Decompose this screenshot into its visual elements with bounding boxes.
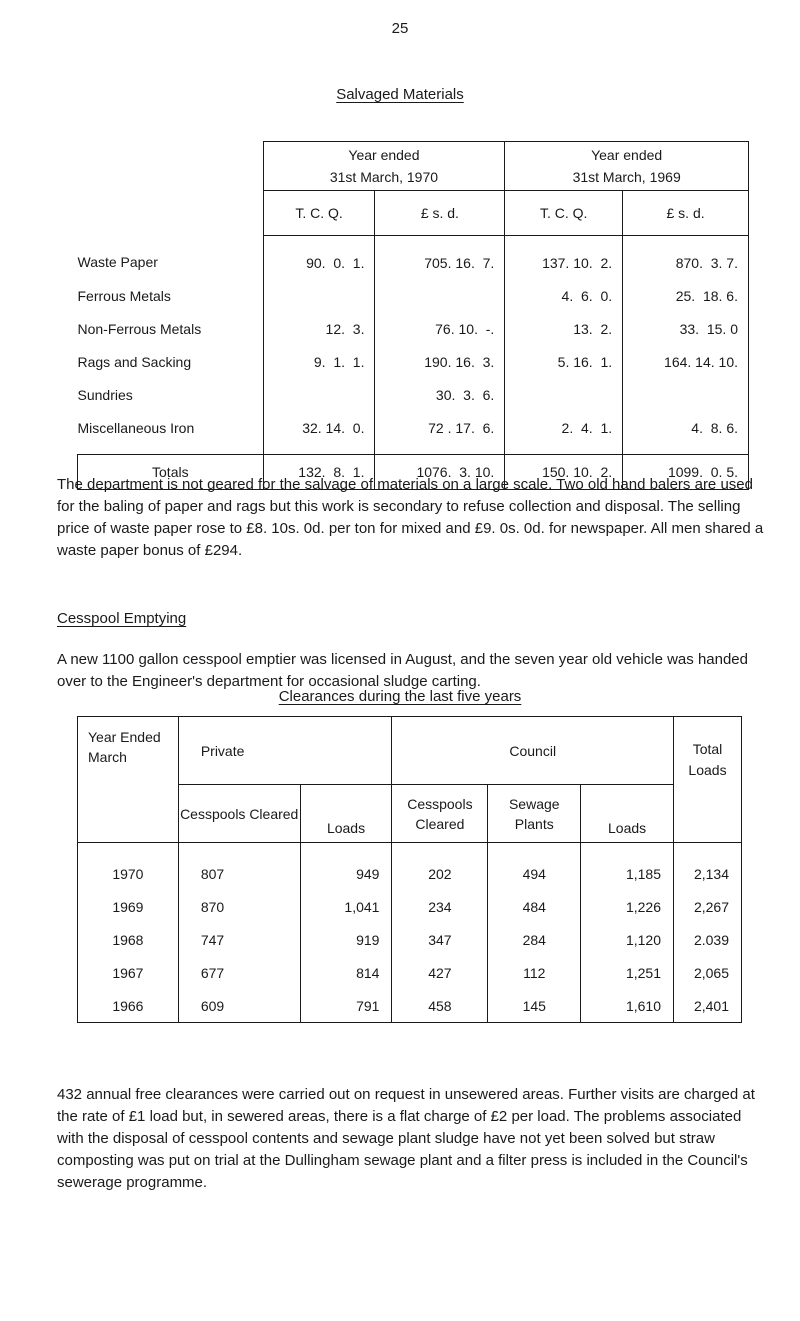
private-cesspools-cell: 870 xyxy=(178,890,300,923)
private-loads-cell: 949 xyxy=(300,843,392,891)
private-cesspools-cell: 609 xyxy=(178,989,300,1023)
sewage-plants-cell: 145 xyxy=(488,989,581,1023)
council-cesspools-header: Cesspools Cleared xyxy=(392,785,488,843)
sewage-plants-cell: 484 xyxy=(488,890,581,923)
salvage-row xyxy=(78,378,749,411)
weight-1970: 90. 0. 1. xyxy=(263,236,375,280)
salvage-row xyxy=(78,312,749,345)
material-label: Non-Ferrous Metals xyxy=(78,312,264,345)
clearance-row xyxy=(78,923,742,956)
private-cesspools-cell: 747 xyxy=(178,923,300,956)
salvage-row xyxy=(78,345,749,378)
clearances-title: Clearances during the last five years xyxy=(278,688,522,705)
private-cesspools-cell: 807 xyxy=(178,843,300,891)
council-loads-cell: 1,120 xyxy=(581,923,674,956)
totals-weight-1970: 132. 8. 1. xyxy=(263,455,375,490)
money-1970: 30. 3. 6. xyxy=(375,378,505,411)
unit-money-1969: £ s. d. xyxy=(623,191,749,236)
council-loads-cell: 1,251 xyxy=(581,956,674,989)
material-label: Waste Paper xyxy=(78,236,264,280)
weight-1969: 137. 10. 2. xyxy=(505,236,623,280)
money-1970 xyxy=(375,279,505,312)
cesspool-paragraph: A new 1100 gallon cesspool emptier was licensed in August, and the seven year old vehicle was handed over to the Engineer's department for occasional sludge carting. xyxy=(57,651,748,690)
private-loads-cell: 814 xyxy=(300,956,392,989)
weight-1969: 5. 16. 1. xyxy=(505,345,623,378)
totals-money-1969: 1099. 0. 5. xyxy=(623,455,749,490)
clearance-row xyxy=(78,843,742,891)
money-1969: 870. 3. 7. xyxy=(623,236,749,280)
money-1969 xyxy=(623,378,749,411)
private-loads-header: Loads xyxy=(300,785,392,843)
council-cesspools-cell: 458 xyxy=(392,989,488,1023)
period-1970-header xyxy=(263,142,505,191)
total-loads-cell: 2,065 xyxy=(674,956,742,989)
private-cesspools-cell: 677 xyxy=(178,956,300,989)
council-header: Council xyxy=(392,717,674,785)
salvage-row xyxy=(78,411,749,455)
material-label: Miscellaneous Iron xyxy=(78,411,264,455)
council-cesspools-cell: 427 xyxy=(392,956,488,989)
weight-1969 xyxy=(505,378,623,411)
period-1969-line2: 31st March, 1969 xyxy=(572,169,681,185)
period-1970-line1: Year ended xyxy=(348,147,420,163)
totals-label: Totals xyxy=(78,455,264,490)
total-loads-header: Total Loads xyxy=(674,717,742,843)
money-1969: 33. 15. 0 xyxy=(623,312,749,345)
private-header: Private xyxy=(178,717,392,785)
sewage-plants-cell: 112 xyxy=(488,956,581,989)
salvage-table xyxy=(77,141,749,490)
total-loads-cell: 2,401 xyxy=(674,989,742,1023)
period-1970-line2: 31st March, 1970 xyxy=(329,169,439,185)
period-1969-line1: Year ended xyxy=(591,147,663,163)
year-ended-header: Year Ended March xyxy=(78,717,179,843)
money-1970: 190. 16. 3. xyxy=(375,345,505,378)
council-loads-header: Loads xyxy=(581,785,674,843)
year-cell: 1968 xyxy=(78,923,179,956)
cesspool-heading: Cesspool Emptying xyxy=(57,610,187,627)
sewage-plants-header: Sewage Plants xyxy=(488,785,581,843)
weight-1970 xyxy=(263,378,375,411)
weight-1969: 13. 2. xyxy=(505,312,623,345)
salvage-title: Salvaged Materials xyxy=(336,86,464,103)
sewage-plants-cell: 284 xyxy=(488,923,581,956)
council-cesspools-cell: 234 xyxy=(392,890,488,923)
money-1970: 72 . 17. 6. xyxy=(375,411,505,455)
council-cesspools-cell: 202 xyxy=(392,843,488,891)
clearances-paragraph: 432 annual free clearances were carried out on request in unsewered areas. Further visits are charged at the rate of £1 load but, in sewered areas, there is a flat charge of £2 per load. The problems associated with the disposal of cesspool contents and sewage plant sludge have not yet been solved but straw composting was put on trial at the Dullingham sewage plant and a filter press is included in the Council's sewerage programme. xyxy=(57,1086,755,1191)
weight-1970: 9. 1. 1. xyxy=(263,345,375,378)
council-loads-cell: 1,610 xyxy=(581,989,674,1023)
material-label: Rags and Sacking xyxy=(78,345,264,378)
private-loads-cell: 919 xyxy=(300,923,392,956)
private-loads-cell: 791 xyxy=(300,989,392,1023)
weight-1969: 2. 4. 1. xyxy=(505,411,623,455)
salvage-row xyxy=(78,236,749,280)
clearances-table xyxy=(77,716,742,1023)
council-cesspools-cell: 347 xyxy=(392,923,488,956)
money-1970: 705. 16. 7. xyxy=(375,236,505,280)
money-1969: 164. 14. 10. xyxy=(623,345,749,378)
salvage-row xyxy=(78,279,749,312)
year-cell: 1966 xyxy=(78,989,179,1023)
private-cesspools-header: Cesspools Cleared xyxy=(178,785,300,843)
total-loads-cell: 2.039 xyxy=(674,923,742,956)
unit-weight-1970: T. C. Q. xyxy=(263,191,375,236)
page-number: 25 xyxy=(391,20,409,37)
council-loads-cell: 1,185 xyxy=(581,843,674,891)
material-label: Sundries xyxy=(78,378,264,411)
unit-money-1970: £ s. d. xyxy=(375,191,505,236)
clearance-row xyxy=(78,989,742,1023)
money-1970: 76. 10. -. xyxy=(375,312,505,345)
totals-weight-1969: 150. 10. 2. xyxy=(505,455,623,490)
total-loads-cell: 2,134 xyxy=(674,843,742,891)
private-loads-cell: 1,041 xyxy=(300,890,392,923)
year-cell: 1969 xyxy=(78,890,179,923)
year-cell: 1967 xyxy=(78,956,179,989)
totals-money-1970: 1076. 3. 10. xyxy=(375,455,505,490)
year-cell: 1970 xyxy=(78,843,179,891)
weight-1970: 12. 3. xyxy=(263,312,375,345)
money-1969: 4. 8. 6. xyxy=(623,411,749,455)
clearance-row xyxy=(78,956,742,989)
unit-weight-1969: T. C. Q. xyxy=(505,191,623,236)
council-loads-cell: 1,226 xyxy=(581,890,674,923)
weight-1970: 32. 14. 0. xyxy=(263,411,375,455)
weight-1969: 4. 6. 0. xyxy=(505,279,623,312)
money-1969: 25. 18. 6. xyxy=(623,279,749,312)
material-label: Ferrous Metals xyxy=(78,279,264,312)
total-loads-cell: 2,267 xyxy=(674,890,742,923)
sewage-plants-cell: 494 xyxy=(488,843,581,891)
clearance-row xyxy=(78,890,742,923)
salvage-paragraph: The department is not geared for the salvage of materials on a large scale. Two old hand balers are used for the baling of paper and rags but this work is secondary to refuse collection and disposal. The selling price of waste paper rose to £8. 10s. 0d. per ton for mixed and £9. 0s. 0d. for newspaper. All men shared a waste paper bonus of £294. xyxy=(57,476,764,559)
period-1969-header xyxy=(505,142,749,191)
weight-1970 xyxy=(263,279,375,312)
